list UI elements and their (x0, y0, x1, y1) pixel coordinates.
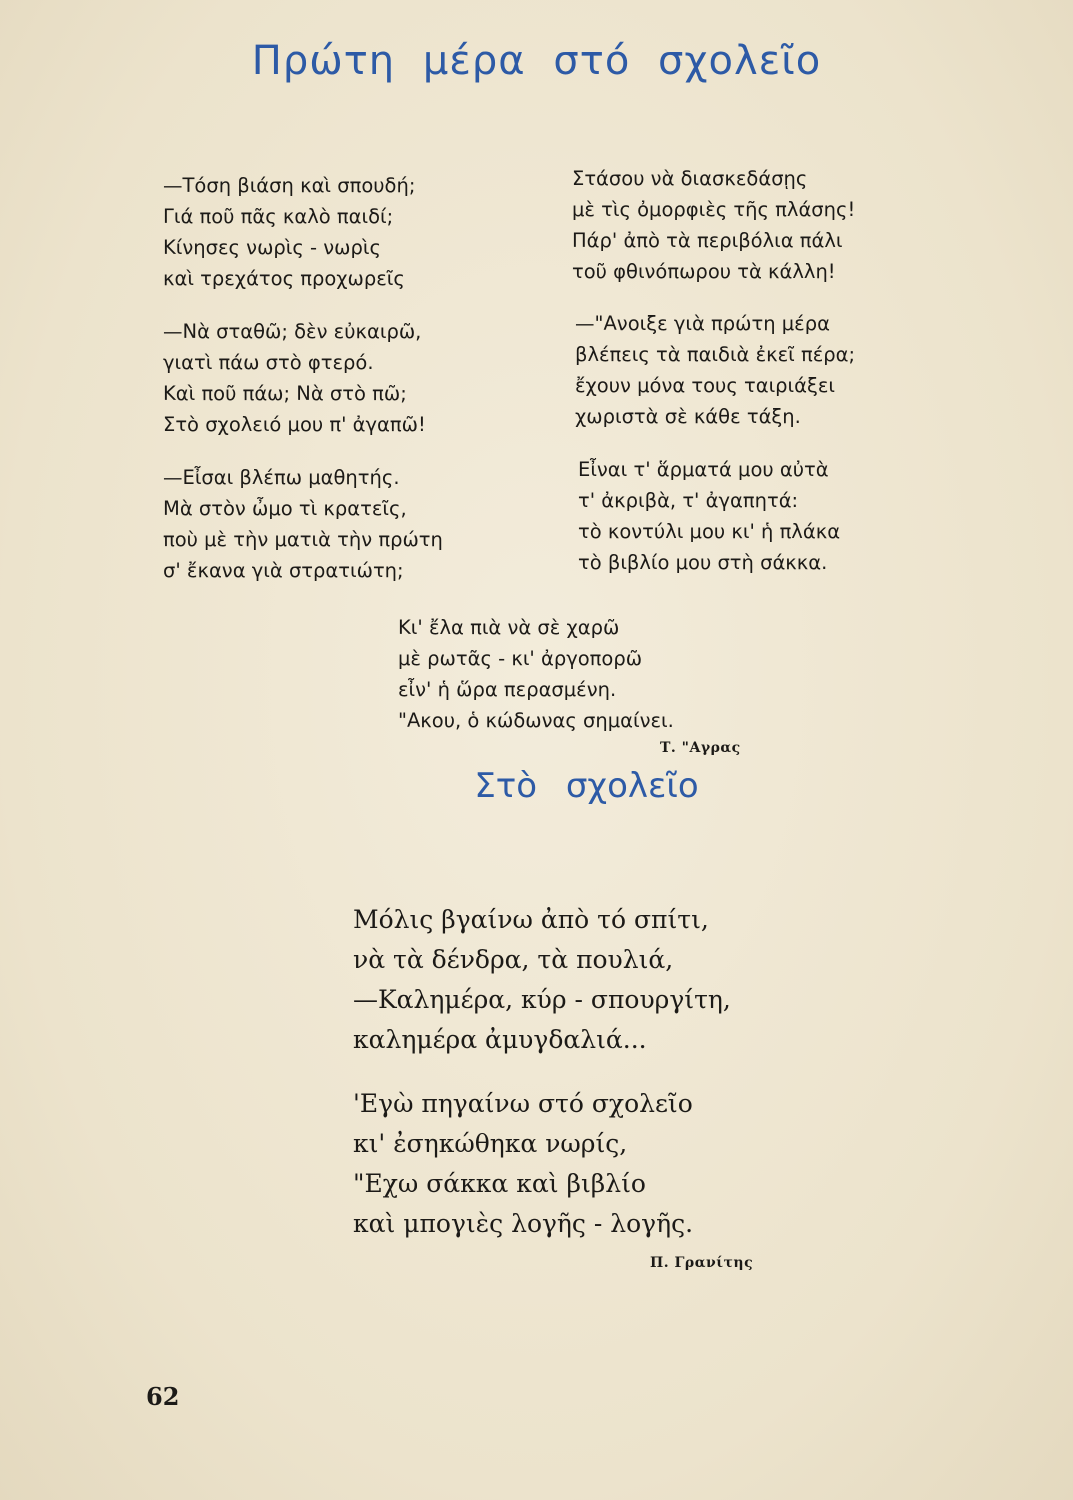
poem-line: εἶν' ἡ ὥρα περασμένη. (398, 678, 617, 701)
left-stanza-1 (163, 170, 415, 294)
poem2-stanza-2 (353, 1084, 693, 1244)
left-stanza-2 (163, 316, 426, 440)
poem-line: κι' ἐσηκώθηκα νωρίς, (353, 1129, 628, 1158)
poem-line: τ' ἀκριβὰ, τ' ἀγαπητά: (578, 489, 799, 512)
poem-line: μὲ τὶς ὀμορφιὲς τῆς πλάσης! (572, 198, 856, 221)
poem-line: τὸ βιβλίο μου στὴ σάκκα. (578, 551, 828, 574)
poem2-title: Στὸ σχολεῖο (474, 766, 699, 806)
poem-line: καὶ τρεχάτος προχωρεῖς (163, 267, 405, 290)
poem-line: καὶ μπογιὲς λογῆς - λογῆς. (353, 1209, 694, 1238)
poem-line: Εἶναι τ' ἅρματά μου αὐτὰ (578, 458, 829, 481)
right-stanza-2 (575, 308, 855, 432)
poem-line: Στὸ σχολειό μου π' ἀγαπῶ! (163, 413, 426, 436)
poem-line: —Τόση βιάση καὶ σπουδή; (163, 174, 416, 197)
poem-line: τὸ κοντύλι μου κι' ἡ πλάκα (578, 520, 841, 543)
page-number: 62 (146, 1382, 180, 1411)
poem-line: βλέπεις τὰ παιδιὰ ἐκεῖ πέρα; (575, 343, 856, 366)
poem-line: Κίνησες νωρὶς - νωρὶς (163, 236, 381, 259)
poem1-title: Πρώτη μέρα στό σχολεῖο (251, 38, 822, 84)
poem-line: 'Εγὼ πηγαίνω στό σχολεῖο (353, 1089, 693, 1118)
poem-line: "Εχω σάκκα καὶ βιβλίο (353, 1169, 646, 1198)
poem1-author: Τ. "Αγρας (660, 740, 741, 756)
poem-line: γιατὶ πάω στὸ φτερό. (163, 351, 374, 374)
poem-line: σ' ἔκανα γιὰ στρατιώτη; (163, 559, 404, 582)
poem-line: ἔχουν μόνα τους ταιριάξει (575, 374, 836, 397)
poem-line: καλημέρα ἀμυγδαλιά... (353, 1025, 647, 1054)
poem-line: χωριστὰ σὲ κάθε τάξη. (575, 405, 801, 428)
poem-line: —"Ανοιξε γιὰ πρώτη μέρα (575, 312, 830, 335)
right-stanza-1 (572, 163, 855, 287)
left-stanza-3 (163, 462, 443, 586)
poem-line: "Ακου, ὁ κώδωνας σημαίνει. (398, 709, 674, 732)
poem2-author: Π. Γρανίτης (650, 1255, 754, 1271)
poem2-stanza-1 (353, 900, 731, 1060)
poem-line: τοῦ φθινόπωρου τὰ κάλλη! (572, 260, 836, 283)
poem-line: Γιά ποῦ πᾶς καλὸ παιδί; (163, 205, 394, 228)
right-stanza-3 (578, 454, 840, 578)
poem-line: —Νὰ σταθῶ; δὲν εὐκαιρῶ, (163, 320, 422, 343)
poem-line: Μὰ στὸν ὦμο τὶ κρατεῖς, (163, 497, 407, 520)
poem-line: —Εἶσαι βλέπω μαθητής. (163, 466, 400, 489)
center-stanza (398, 612, 674, 736)
poem-line: ποὺ μὲ τὴν ματιὰ τὴν πρώτη (163, 528, 443, 551)
poem-line: Καὶ ποῦ πάω; Νὰ στὸ πῶ; (163, 382, 407, 405)
poem-line: Μόλις βγαίνω ἀπὸ τό σπίτι, (353, 905, 709, 934)
poem-line: Πάρ' ἀπὸ τὰ περιβόλια πάλι (572, 229, 843, 252)
poem-line: Στάσου νὰ διασκεδάσῃς (572, 167, 808, 190)
poem-line: νὰ τὰ δένδρα, τὰ πουλιά, (353, 945, 674, 974)
poem-line: —Καλημέρα, κύρ - σπουργίτη, (353, 985, 731, 1014)
poem-line: Κι' ἔλα πιὰ νὰ σὲ χαρῶ (398, 616, 620, 639)
poem-line: μὲ ρωτᾶς - κι' ἀργοπορῶ (398, 647, 643, 670)
